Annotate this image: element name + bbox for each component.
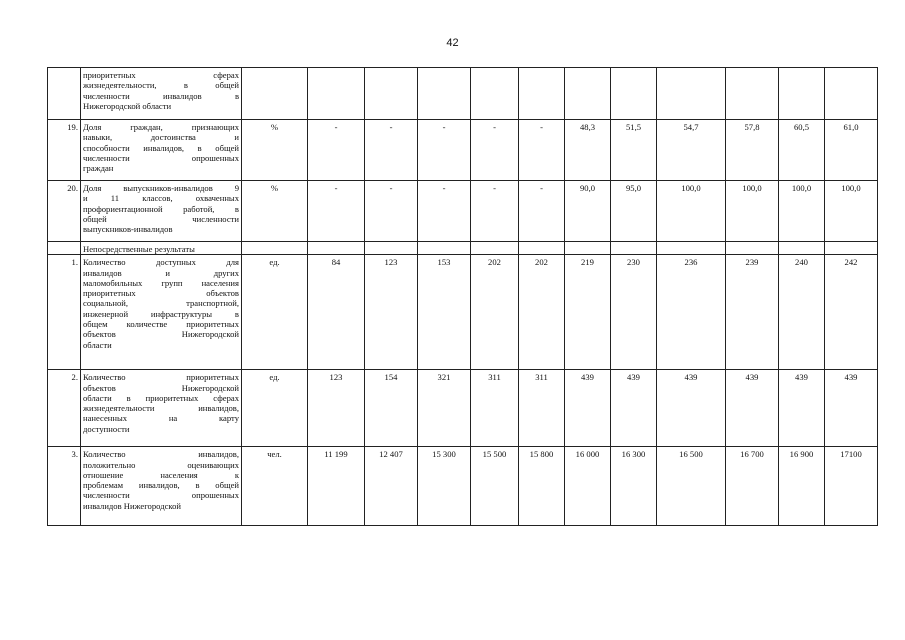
- value-cell: -: [519, 181, 565, 242]
- unit-cell: чел.: [242, 447, 308, 526]
- value-cell: 90,0: [565, 181, 611, 242]
- value-cell: [365, 68, 418, 120]
- value-cell: 242: [825, 255, 878, 370]
- value-cell: -: [365, 181, 418, 242]
- description-line: общем количестве приоритетных: [83, 319, 239, 330]
- description-line: Количество доступных для: [83, 257, 239, 268]
- description-line: численности инвалидов в: [83, 90, 239, 101]
- value-cell: 16 700: [726, 447, 779, 526]
- empty-cell: [365, 242, 418, 255]
- description-line: Доля граждан, признающих: [83, 122, 239, 132]
- value-cell: 54,7: [657, 120, 726, 181]
- value-cell: 236: [657, 255, 726, 370]
- value-cell: 439: [565, 370, 611, 447]
- value-cell: 100,0: [779, 181, 825, 242]
- description-line: способности инвалидов, в общей: [83, 142, 239, 153]
- value-cell: 239: [726, 255, 779, 370]
- empty-cell: [779, 242, 825, 255]
- empty-cell: [308, 242, 365, 255]
- value-cell: 17100: [825, 447, 878, 526]
- description-line: нанесенных на карту: [83, 413, 239, 424]
- value-cell: 219: [565, 255, 611, 370]
- value-cell: -: [471, 120, 519, 181]
- description-line: объектов Нижегородской: [83, 329, 239, 340]
- value-cell: 202: [519, 255, 565, 370]
- value-cell: 61,0: [825, 120, 878, 181]
- row-number: [48, 242, 81, 255]
- table-row: [48, 181, 878, 242]
- description-line: граждан: [83, 163, 114, 174]
- description-line: доступности: [83, 423, 130, 434]
- value-cell: 16 300: [611, 447, 657, 526]
- value-cell: -: [471, 181, 519, 242]
- value-cell: 11 199: [308, 447, 365, 526]
- value-cell: -: [365, 120, 418, 181]
- empty-cell: [825, 242, 878, 255]
- row-number: 2.: [48, 370, 81, 447]
- value-cell: 84: [308, 255, 365, 370]
- value-cell: 439: [657, 370, 726, 447]
- value-cell: 15 300: [418, 447, 471, 526]
- empty-cell: [565, 242, 611, 255]
- value-cell: 48,3: [565, 120, 611, 181]
- description-line: жизнедеятельности инвалидов,: [83, 403, 239, 414]
- indicator-description: [81, 181, 242, 242]
- description-line: приоритетных объектов: [83, 288, 239, 299]
- unit-cell: [242, 68, 308, 120]
- description-line: Доля выпускников-инвалидов 9: [83, 183, 239, 193]
- value-cell: [308, 68, 365, 120]
- description-line: инвалидов и других: [83, 267, 239, 278]
- description-line: общей численности: [83, 213, 239, 224]
- empty-cell: [471, 242, 519, 255]
- indicator-description: [81, 447, 242, 526]
- indicator-description: [81, 68, 242, 120]
- value-cell: 100,0: [825, 181, 878, 242]
- value-cell: [519, 68, 565, 120]
- description-line: отношение населения к: [83, 469, 239, 480]
- unit-cell: %: [242, 181, 308, 242]
- unit-cell: ед.: [242, 255, 308, 370]
- value-cell: 15 500: [471, 447, 519, 526]
- empty-cell: [657, 242, 726, 255]
- table-row: [48, 68, 878, 120]
- value-cell: 100,0: [726, 181, 779, 242]
- row-number: 19.: [48, 120, 81, 181]
- value-cell: 321: [418, 370, 471, 447]
- indicator-description: [81, 255, 242, 370]
- indicator-description: [81, 370, 242, 447]
- table-row: [48, 370, 878, 447]
- value-cell: 123: [365, 255, 418, 370]
- empty-cell: [726, 242, 779, 255]
- value-cell: 60,5: [779, 120, 825, 181]
- value-cell: 154: [365, 370, 418, 447]
- value-cell: 240: [779, 255, 825, 370]
- value-cell: 230: [611, 255, 657, 370]
- value-cell: 16 000: [565, 447, 611, 526]
- value-cell: [779, 68, 825, 120]
- description-line: приоритетных сферах: [83, 70, 239, 80]
- unit-cell: %: [242, 120, 308, 181]
- description-line: выпускников-инвалидов: [83, 224, 173, 235]
- value-cell: 12 407: [365, 447, 418, 526]
- description-line: инженерной инфраструктуры в: [83, 308, 239, 319]
- table-row: [48, 447, 878, 526]
- empty-cell: [418, 242, 471, 255]
- value-cell: 15 800: [519, 447, 565, 526]
- table-row: [48, 255, 878, 370]
- description-line: объектов Нижегородской: [83, 382, 239, 393]
- value-cell: 100,0: [657, 181, 726, 242]
- description-line: области: [83, 339, 112, 350]
- row-number: [48, 68, 81, 120]
- value-cell: [418, 68, 471, 120]
- value-cell: 153: [418, 255, 471, 370]
- description-line: социальной, транспортной,: [83, 298, 239, 309]
- description-line: навыки, достоинства и: [83, 132, 239, 143]
- description-line: области в приоритетных сферах: [83, 392, 239, 403]
- description-line: численности опрошенных: [83, 490, 239, 501]
- description-line: маломобильных групп населения: [83, 277, 239, 288]
- value-cell: -: [418, 120, 471, 181]
- value-cell: 202: [471, 255, 519, 370]
- value-cell: 16 500: [657, 447, 726, 526]
- value-cell: 439: [726, 370, 779, 447]
- value-cell: -: [418, 181, 471, 242]
- description-line: жизнедеятельности, в общей: [83, 80, 239, 91]
- table-row: [48, 120, 878, 181]
- value-cell: [726, 68, 779, 120]
- indicators-table: [47, 67, 878, 526]
- value-cell: [565, 68, 611, 120]
- indicator-description: [81, 120, 242, 181]
- value-cell: [825, 68, 878, 120]
- value-cell: -: [308, 181, 365, 242]
- description-line: Количество приоритетных: [83, 372, 239, 383]
- value-cell: [657, 68, 726, 120]
- value-cell: 123: [308, 370, 365, 447]
- empty-cell: [519, 242, 565, 255]
- value-cell: 16 900: [779, 447, 825, 526]
- value-cell: 311: [519, 370, 565, 447]
- unit-cell: ед.: [242, 370, 308, 447]
- value-cell: -: [308, 120, 365, 181]
- value-cell: 95,0: [611, 181, 657, 242]
- value-cell: [471, 68, 519, 120]
- description-line: и 11 классов, охваченных: [83, 193, 239, 204]
- description-line: инвалидов Нижегородской: [83, 500, 182, 511]
- section-row: [48, 242, 878, 255]
- row-number: 1.: [48, 255, 81, 370]
- empty-cell: [611, 242, 657, 255]
- description-line: численности опрошенных: [83, 152, 239, 163]
- section-title: Непосредственные результаты: [81, 242, 242, 255]
- value-cell: 57,8: [726, 120, 779, 181]
- description-line: Количество инвалидов,: [83, 449, 239, 460]
- value-cell: -: [519, 120, 565, 181]
- value-cell: 439: [825, 370, 878, 447]
- description-line: профориентационной работой, в: [83, 203, 239, 214]
- page-number: 42: [446, 37, 459, 49]
- description-line: проблемам инвалидов, в общей: [83, 480, 239, 491]
- value-cell: 311: [471, 370, 519, 447]
- value-cell: 51,5: [611, 120, 657, 181]
- value-cell: 439: [611, 370, 657, 447]
- row-number: 3.: [48, 447, 81, 526]
- value-cell: [611, 68, 657, 120]
- empty-cell: [242, 242, 308, 255]
- description-line: Нижегородской области: [83, 100, 172, 111]
- description-line: положительно оценивающих: [83, 459, 239, 470]
- row-number: 20.: [48, 181, 81, 242]
- value-cell: 439: [779, 370, 825, 447]
